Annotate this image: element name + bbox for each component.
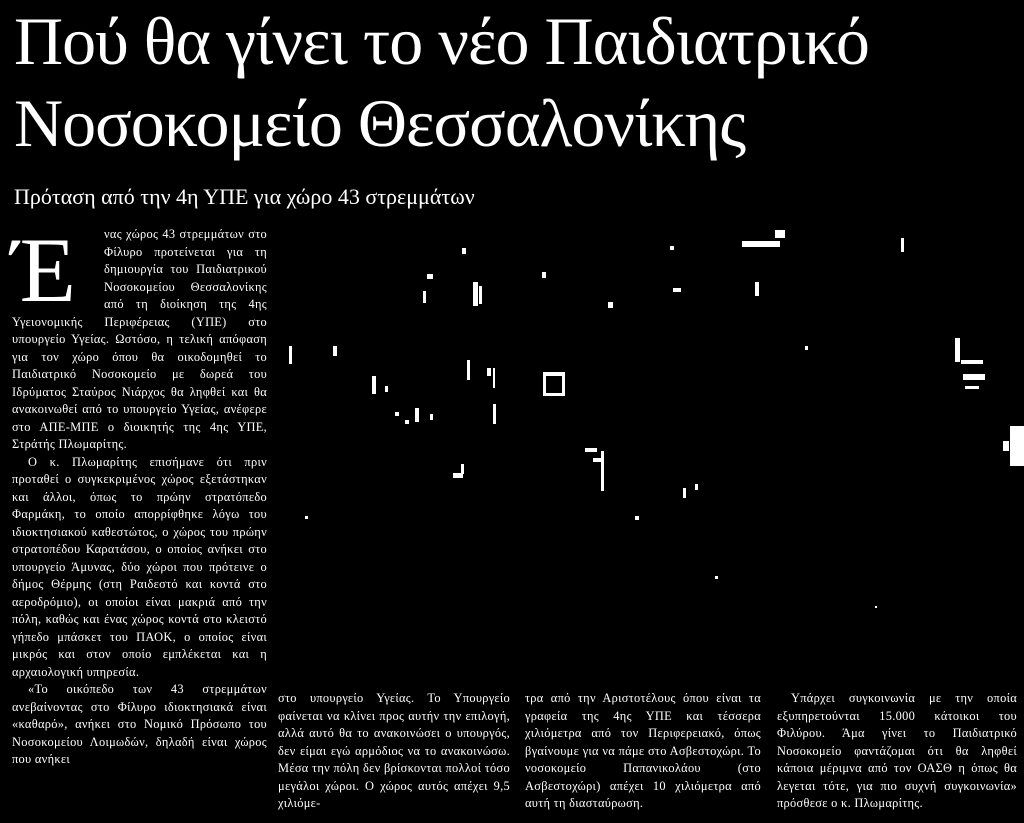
- night-scene-image: [275, 226, 1024, 682]
- headline: [14, 0, 1014, 164]
- article-column-2: [278, 690, 510, 813]
- paragraph-1: [12, 219, 267, 454]
- headline-line-1: Πού θα γίνει το νέο Παιδιατρικό: [14, 3, 869, 79]
- paragraph-1-text: νας χώρος 43 στρεμμάτων στο Φίλυρο προτείνεται για τη δημιουργία του Παιδιατρικού Νοσοκομείου Θεσσαλονίκης από τη διοίκηση της 4ης Υγειονομικής Περιφέρειας (ΥΠΕ) στο υπουργείο Υγείας. Ωστόσο, η τελική απόφαση για τον χώρο όπου θα οικοδομηθεί το Παιδιατρικό Νοσοκομείο με δωρεά του Ιδρύματος Σταύρος Νιάρχος θα ληφθεί και θα ανακοινωθεί από το υπουργείο Υγείας, ανέφερε στο ΑΠΕ-ΜΠΕ ο διοικητής της 4ης ΥΠΕ, Στράτής Πλωμαρίτης.: [12, 227, 267, 451]
- headline-line-2: Νοσοκομείο Θεσσαλονίκης: [14, 85, 746, 161]
- article-column-4: [777, 690, 1017, 813]
- subheadline: Πρόταση από την 4η ΥΠΕ για χώρο 43 στρεμμάτων: [14, 184, 475, 209]
- column-4-text: Υπάρχει συγκοινωνία με την οποία εξυπηρετούνται 15.000 κάτοικοι του Φιλύρου. Άμα γίνει το Παιδιατρικό Νοσοκομείο φαντάζομαι ότι θα ληφθεί κάποια μέριμνα από τον ΟΑΣΘ η όπως θα λεγεται τότε, για πιο συχνή συγκοινωνία» πρόσθεσε ο κ. Πλωμαρίτης.: [777, 691, 1017, 810]
- article-column-1: [12, 219, 267, 769]
- paragraph-2: Ο κ. Πλωμαρίτης επισήμανε ότι πριν προταθεί ο συγκεκριμένος χώρος εξετάστηκαν και άλλοι, όπως το πρώην στρατόπεδο Φαρμάκη, το οποίο απορρίφθηκε λόγω του ιδιοκτησιακού καθεστώτος, ο χώρος του πρώην στρατοπέδου Καρατάσου, ο οποίος ανήκει στο υπουργείο Άμυνας, δύο χώροι που πρότεινε ο δήμος Θέρμης (στη Ραιδεστό και κοντά στο αεροδρόμιο), οι οποίοι είναι μακριά από την πόλη, καθώς και ένας χώρος κοντά στο κλειστό γήπεδο μπάσκετ του ΠΑΟΚ, ο οποίος είναι μικρός και στον οποίο εμπλέκεται και η αρχαιολογική υπηρεσία.: [12, 454, 267, 679]
- article-column-3: [525, 690, 761, 813]
- column-3-text: τρα από την Αριστοτέλους όπου είναι τα γραφεία της 4ης ΥΠΕ και τέσσερα χιλιόμετρα από τον Περιφερειακό, όπως βγαίνουμε για να πάμε στο Ασβεστοχώρι. Το νοσοκομείο Παπανικολάου (στο Ασβεστοχώρι) απέχει 10 χιλιόμετρα από αυτή τη διασταύρωση.: [525, 691, 761, 810]
- paragraph-3: «Το οικόπεδο των 43 στρεμμάτων ανεβαίνοντας στο Φίλυρο ιδιοκτησιακά είναι «καθαρό», ανήκει στο Νομικό Πρόσωπο του Νοσοκομείου Λοιμωδών, δηλαδή είναι χώρος που ανήκει: [12, 682, 267, 766]
- article-photo: [275, 226, 1024, 682]
- dropcap: Έ: [12, 219, 77, 321]
- column-2-text: στο υπουργείο Υγείας. Το Υπουργείο φαίνεται να κλίνει προς αυτήν την επιλογή, αλλά αυτό θα το ανακοινώσει ο υπουργός, δεν είμαι εγώ αρμόδιος να το ανακοινώσω. Μέσα την πόλη δεν βρίσκονται πολλοί τόσο μεγάλοι χώροι. Ο χώρος αυτός απέχει 9,5 χιλιόμε-: [278, 691, 510, 810]
